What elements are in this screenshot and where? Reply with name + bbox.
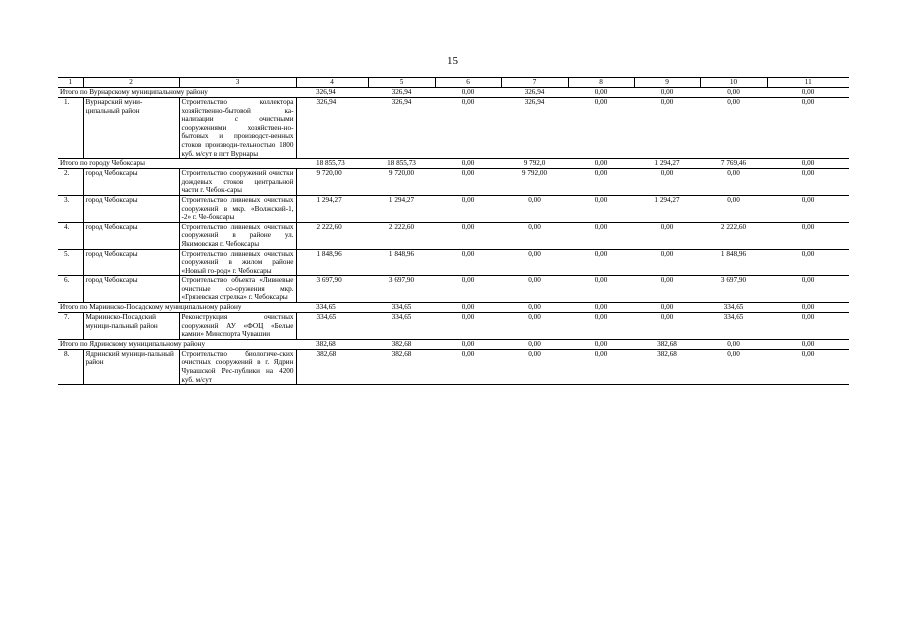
amount-cell: 0,00 [568, 222, 634, 249]
amount-cell: 3 697,90 [700, 276, 767, 303]
column-number-header-row [58, 78, 849, 88]
amount-cell: 382,68 [296, 339, 368, 349]
amount-cell: 0,00 [501, 303, 568, 313]
project-row [58, 349, 849, 384]
amount-cell: 18 855,73 [296, 159, 368, 169]
amount-cell: 0,00 [501, 276, 568, 303]
column-number: 2 [83, 78, 179, 88]
amount-cell: 0,00 [435, 98, 501, 159]
amount-cell: 326,94 [296, 88, 368, 98]
amount-cell: 326,94 [501, 98, 568, 159]
amount-cell: 9 720,00 [368, 169, 435, 196]
column-number: 10 [700, 78, 767, 88]
municipality-name: город Чебоксары [83, 276, 179, 303]
amount-cell: 334,65 [700, 313, 767, 340]
amount-cell: 2 222,60 [296, 222, 368, 249]
amount-cell: 0,00 [568, 349, 634, 384]
column-number: 5 [368, 78, 435, 88]
amount-cell: 0,00 [568, 159, 634, 169]
project-description: Строительство ливневых очистных сооружений в районе ул. Якимовская г. Чебоксары [179, 222, 296, 249]
amount-cell: 382,68 [368, 339, 435, 349]
amount-cell: 0,00 [700, 169, 767, 196]
amount-cell: 326,94 [368, 88, 435, 98]
amount-cell: 0,00 [767, 88, 849, 98]
amount-cell: 0,00 [435, 222, 501, 249]
amount-cell: 334,65 [368, 313, 435, 340]
row-number: 7. [58, 313, 83, 340]
municipality-name: Вурнарский муни-ципальный район [83, 98, 179, 159]
amount-cell: 0,00 [435, 349, 501, 384]
municipality-name: город Чебоксары [83, 249, 179, 276]
municipality-name: город Чебоксары [83, 222, 179, 249]
amount-cell: 0,00 [767, 169, 849, 196]
amount-cell: 0,00 [568, 339, 634, 349]
amount-cell: 9 792,0 [501, 159, 568, 169]
subtotal-label: Итого по Вурнарскому муниципальному району [58, 88, 296, 98]
amount-cell: 7 769,46 [700, 159, 767, 169]
amount-cell: 0,00 [767, 195, 849, 222]
amount-cell: 9 792,00 [501, 169, 568, 196]
amount-cell: 0,00 [501, 249, 568, 276]
amount-cell: 0,00 [435, 88, 501, 98]
amount-cell: 0,00 [435, 159, 501, 169]
amount-cell: 0,00 [700, 195, 767, 222]
row-number: 4. [58, 222, 83, 249]
row-number: 1. [58, 98, 83, 159]
amount-cell: 0,00 [767, 303, 849, 313]
municipality-name: Мариинско-Посадский муници-пальный район [83, 313, 179, 340]
page-number: 15 [447, 55, 458, 67]
subtotal-row [58, 159, 849, 169]
project-row [58, 195, 849, 222]
project-description: Строительство сооружений очистки дождевых стоков центральной части г. Чебок-сары [179, 169, 296, 196]
amount-cell: 382,68 [368, 349, 435, 384]
amount-cell: 0,00 [568, 303, 634, 313]
column-number: 3 [179, 78, 296, 88]
column-number: 1 [58, 78, 83, 88]
amount-cell: 0,00 [435, 313, 501, 340]
amount-cell: 0,00 [435, 249, 501, 276]
amount-cell: 0,00 [568, 88, 634, 98]
column-number: 6 [435, 78, 501, 88]
amount-cell: 0,00 [634, 303, 700, 313]
amount-cell: 2 222,60 [368, 222, 435, 249]
subtotal-row [58, 88, 849, 98]
amount-cell: 382,68 [296, 349, 368, 384]
project-row [58, 313, 849, 340]
amount-cell: 0,00 [634, 276, 700, 303]
amount-cell: 1 294,27 [296, 195, 368, 222]
amount-cell: 0,00 [767, 313, 849, 340]
amount-cell: 3 697,90 [296, 276, 368, 303]
amount-cell: 0,00 [634, 169, 700, 196]
amount-cell: 326,94 [501, 88, 568, 98]
project-description: Реконструкция очистных сооружений АУ «ФОЦ «Белые камни» Минспорта Чувашии [179, 313, 296, 340]
column-number: 8 [568, 78, 634, 88]
subtotal-row [58, 339, 849, 349]
project-row [58, 222, 849, 249]
amount-cell: 0,00 [767, 276, 849, 303]
amount-cell: 0,00 [435, 195, 501, 222]
amount-cell: 334,65 [296, 313, 368, 340]
amount-cell: 0,00 [568, 98, 634, 159]
amount-cell: 0,00 [435, 303, 501, 313]
amount-cell: 0,00 [700, 98, 767, 159]
amount-cell: 0,00 [501, 222, 568, 249]
amount-cell: 1 848,96 [296, 249, 368, 276]
amount-cell: 0,00 [568, 169, 634, 196]
project-row [58, 276, 849, 303]
amount-cell: 0,00 [568, 313, 634, 340]
project-description: Строительство ливневых очистных сооружений в жилом районе «Новый го-род» г. Чебоксары [179, 249, 296, 276]
amount-cell: 0,00 [767, 159, 849, 169]
amount-cell: 9 720,00 [296, 169, 368, 196]
column-number: 4 [296, 78, 368, 88]
amount-cell: 0,00 [700, 88, 767, 98]
column-number: 11 [767, 78, 849, 88]
project-description: Строительство коллектора хозяйственно-бытовой ка-нализации с очистными сооружениями хозяйствен-но-бытовых и производст-венных стоков производи-тельностью 1800 куб. м/сут в пгт Вурнары [179, 98, 296, 159]
amount-cell: 0,00 [435, 276, 501, 303]
amount-cell: 0,00 [568, 195, 634, 222]
amount-cell: 1 848,96 [700, 249, 767, 276]
row-number: 2. [58, 169, 83, 196]
amount-cell: 0,00 [501, 349, 568, 384]
amount-cell: 0,00 [634, 88, 700, 98]
amount-cell: 0,00 [634, 313, 700, 340]
amount-cell: 0,00 [767, 249, 849, 276]
amount-cell: 0,00 [568, 249, 634, 276]
project-row [58, 249, 849, 276]
subtotal-label: Итого по городу Чебоксары [58, 159, 296, 169]
amount-cell: 0,00 [634, 222, 700, 249]
amount-cell: 0,00 [700, 349, 767, 384]
amount-cell: 1 294,27 [368, 195, 435, 222]
financing-table [58, 77, 849, 385]
amount-cell: 0,00 [501, 339, 568, 349]
row-number: 3. [58, 195, 83, 222]
row-number: 5. [58, 249, 83, 276]
row-number: 8. [58, 349, 83, 384]
amount-cell: 0,00 [435, 169, 501, 196]
amount-cell: 0,00 [501, 313, 568, 340]
amount-cell: 0,00 [767, 222, 849, 249]
amount-cell: 334,65 [368, 303, 435, 313]
amount-cell: 0,00 [435, 339, 501, 349]
amount-cell: 326,94 [368, 98, 435, 159]
table-body [58, 78, 849, 385]
subtotal-label: Итого по Ядринскому муниципальному району [58, 339, 296, 349]
amount-cell: 2 222,60 [700, 222, 767, 249]
amount-cell: 1 294,27 [634, 159, 700, 169]
municipality-name: город Чебоксары [83, 195, 179, 222]
municipality-name: Ядринский муници-пальный район [83, 349, 179, 384]
subtotal-label: Итого по Мариинско-Посадскому муниципальному району [58, 303, 296, 313]
column-number: 7 [501, 78, 568, 88]
project-row [58, 98, 849, 159]
amount-cell: 0,00 [767, 349, 849, 384]
project-description: Строительство объекта «Ливневые очистные со-оружения мкр. «Грязевская стрелка» г. Чебоксары [179, 276, 296, 303]
amount-cell: 334,65 [296, 303, 368, 313]
amount-cell: 1 848,96 [368, 249, 435, 276]
amount-cell: 0,00 [568, 276, 634, 303]
amount-cell: 326,94 [296, 98, 368, 159]
subtotal-row [58, 303, 849, 313]
project-row [58, 169, 849, 196]
amount-cell: 382,68 [634, 339, 700, 349]
amount-cell: 334,65 [700, 303, 767, 313]
municipality-name: город Чебоксары [83, 169, 179, 196]
project-description: Строительство биологиче-ских очистных сооружений в г. Ядрин Чувашской Рес-публики на 4200 куб. м/сут [179, 349, 296, 384]
amount-cell: 1 294,27 [634, 195, 700, 222]
amount-cell: 0,00 [700, 339, 767, 349]
amount-cell: 0,00 [634, 98, 700, 159]
amount-cell: 382,68 [634, 349, 700, 384]
column-number: 9 [634, 78, 700, 88]
project-description: Строительство ливневых очистных сооружений в мкр. «Волжский-1, -2» г. Че-боксары [179, 195, 296, 222]
amount-cell: 18 855,73 [368, 159, 435, 169]
row-number: 6. [58, 276, 83, 303]
amount-cell: 3 697,90 [368, 276, 435, 303]
amount-cell: 0,00 [501, 195, 568, 222]
amount-cell: 0,00 [767, 98, 849, 159]
amount-cell: 0,00 [634, 249, 700, 276]
amount-cell: 0,00 [767, 339, 849, 349]
